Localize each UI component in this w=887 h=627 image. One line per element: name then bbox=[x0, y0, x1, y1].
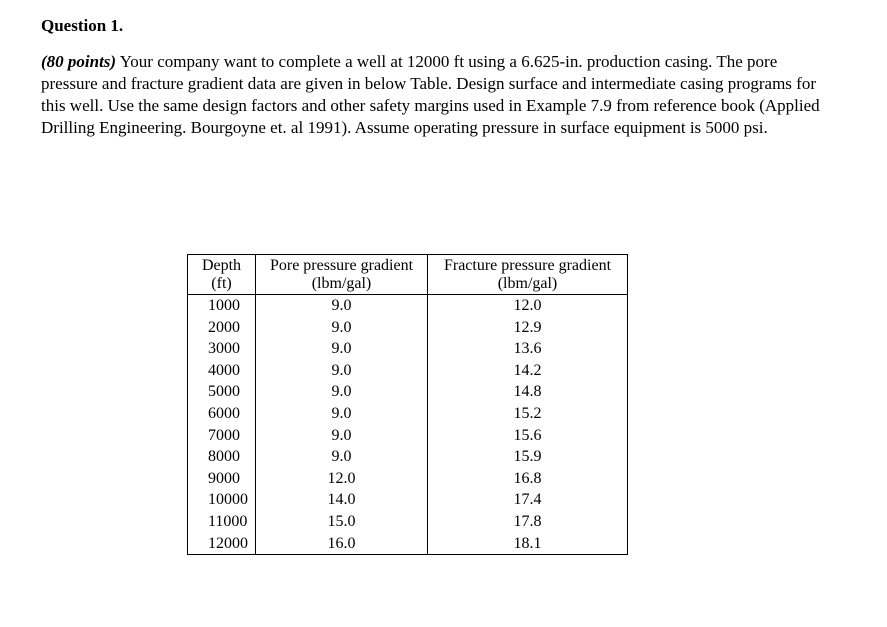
table-row bbox=[188, 338, 628, 360]
header-pore-title: Pore pressure gradient bbox=[269, 257, 414, 274]
table-header-row bbox=[188, 255, 628, 295]
table-row bbox=[188, 381, 628, 403]
pore-cell: 9.0 bbox=[256, 317, 428, 339]
fracture-cell: 13.6 bbox=[428, 338, 628, 360]
table-row bbox=[188, 489, 628, 511]
table-row bbox=[188, 360, 628, 382]
depth-cell: 8000 bbox=[188, 446, 256, 468]
depth-cell: 10000 bbox=[188, 489, 256, 511]
pore-cell: 15.0 bbox=[256, 511, 428, 533]
depth-cell: 1000 bbox=[188, 295, 256, 317]
table-row bbox=[188, 425, 628, 447]
table-row bbox=[188, 295, 628, 317]
pore-cell: 9.0 bbox=[256, 295, 428, 317]
header-depth-unit: (ft) bbox=[211, 275, 232, 292]
table-row bbox=[188, 446, 628, 468]
depth-cell: 4000 bbox=[188, 360, 256, 382]
fracture-cell: 16.8 bbox=[428, 468, 628, 490]
pore-cell: 9.0 bbox=[256, 381, 428, 403]
header-depth-title: Depth bbox=[201, 257, 242, 274]
pore-cell: 12.0 bbox=[256, 468, 428, 490]
fracture-cell: 15.6 bbox=[428, 425, 628, 447]
pore-cell: 9.0 bbox=[256, 446, 428, 468]
header-pore-pressure bbox=[256, 255, 428, 295]
fracture-cell: 17.4 bbox=[428, 489, 628, 511]
depth-cell: 5000 bbox=[188, 381, 256, 403]
depth-cell: 6000 bbox=[188, 403, 256, 425]
fracture-cell: 14.2 bbox=[428, 360, 628, 382]
pressure-gradient-table bbox=[187, 254, 628, 555]
header-fracture-pressure bbox=[428, 255, 628, 295]
header-fracture-title: Fracture pressure gradient bbox=[443, 257, 612, 274]
pore-cell: 14.0 bbox=[256, 489, 428, 511]
depth-cell: 3000 bbox=[188, 338, 256, 360]
fracture-cell: 12.0 bbox=[428, 295, 628, 317]
header-pore-unit: (lbm/gal) bbox=[311, 275, 372, 292]
question-body: Your company want to complete a well at 12000 ft using a 6.625-in. production casing. The pore pressure and fracture gradient data are given in below Table. Design surface and intermediate casing programs for this well. Use the same design factors and other safety margins used in Example 7.9 from reference book (Applied Drilling Engineering. Bourgoyne et. al 1991). Assume operating pressure in surface equipment is 5000 psi. bbox=[41, 52, 820, 137]
fracture-cell: 15.9 bbox=[428, 446, 628, 468]
fracture-cell: 18.1 bbox=[428, 533, 628, 555]
pore-cell: 16.0 bbox=[256, 533, 428, 555]
depth-cell: 12000 bbox=[188, 533, 256, 555]
fracture-cell: 14.8 bbox=[428, 381, 628, 403]
depth-cell: 2000 bbox=[188, 317, 256, 339]
fracture-cell: 15.2 bbox=[428, 403, 628, 425]
pore-cell: 9.0 bbox=[256, 338, 428, 360]
table-row bbox=[188, 403, 628, 425]
pore-cell: 9.0 bbox=[256, 425, 428, 447]
fracture-cell: 17.8 bbox=[428, 511, 628, 533]
question-text bbox=[41, 51, 831, 139]
depth-cell: 9000 bbox=[188, 468, 256, 490]
header-depth bbox=[188, 255, 256, 295]
header-fracture-unit: (lbm/gal) bbox=[497, 275, 558, 292]
table-row bbox=[188, 317, 628, 339]
pore-cell: 9.0 bbox=[256, 360, 428, 382]
table-row bbox=[188, 468, 628, 490]
depth-cell: 7000 bbox=[188, 425, 256, 447]
table-row bbox=[188, 533, 628, 555]
question-heading: Question 1. bbox=[41, 16, 124, 35]
depth-cell: 11000 bbox=[188, 511, 256, 533]
table-row bbox=[188, 511, 628, 533]
points-label: (80 points) bbox=[41, 52, 117, 71]
pore-cell: 9.0 bbox=[256, 403, 428, 425]
fracture-cell: 12.9 bbox=[428, 317, 628, 339]
